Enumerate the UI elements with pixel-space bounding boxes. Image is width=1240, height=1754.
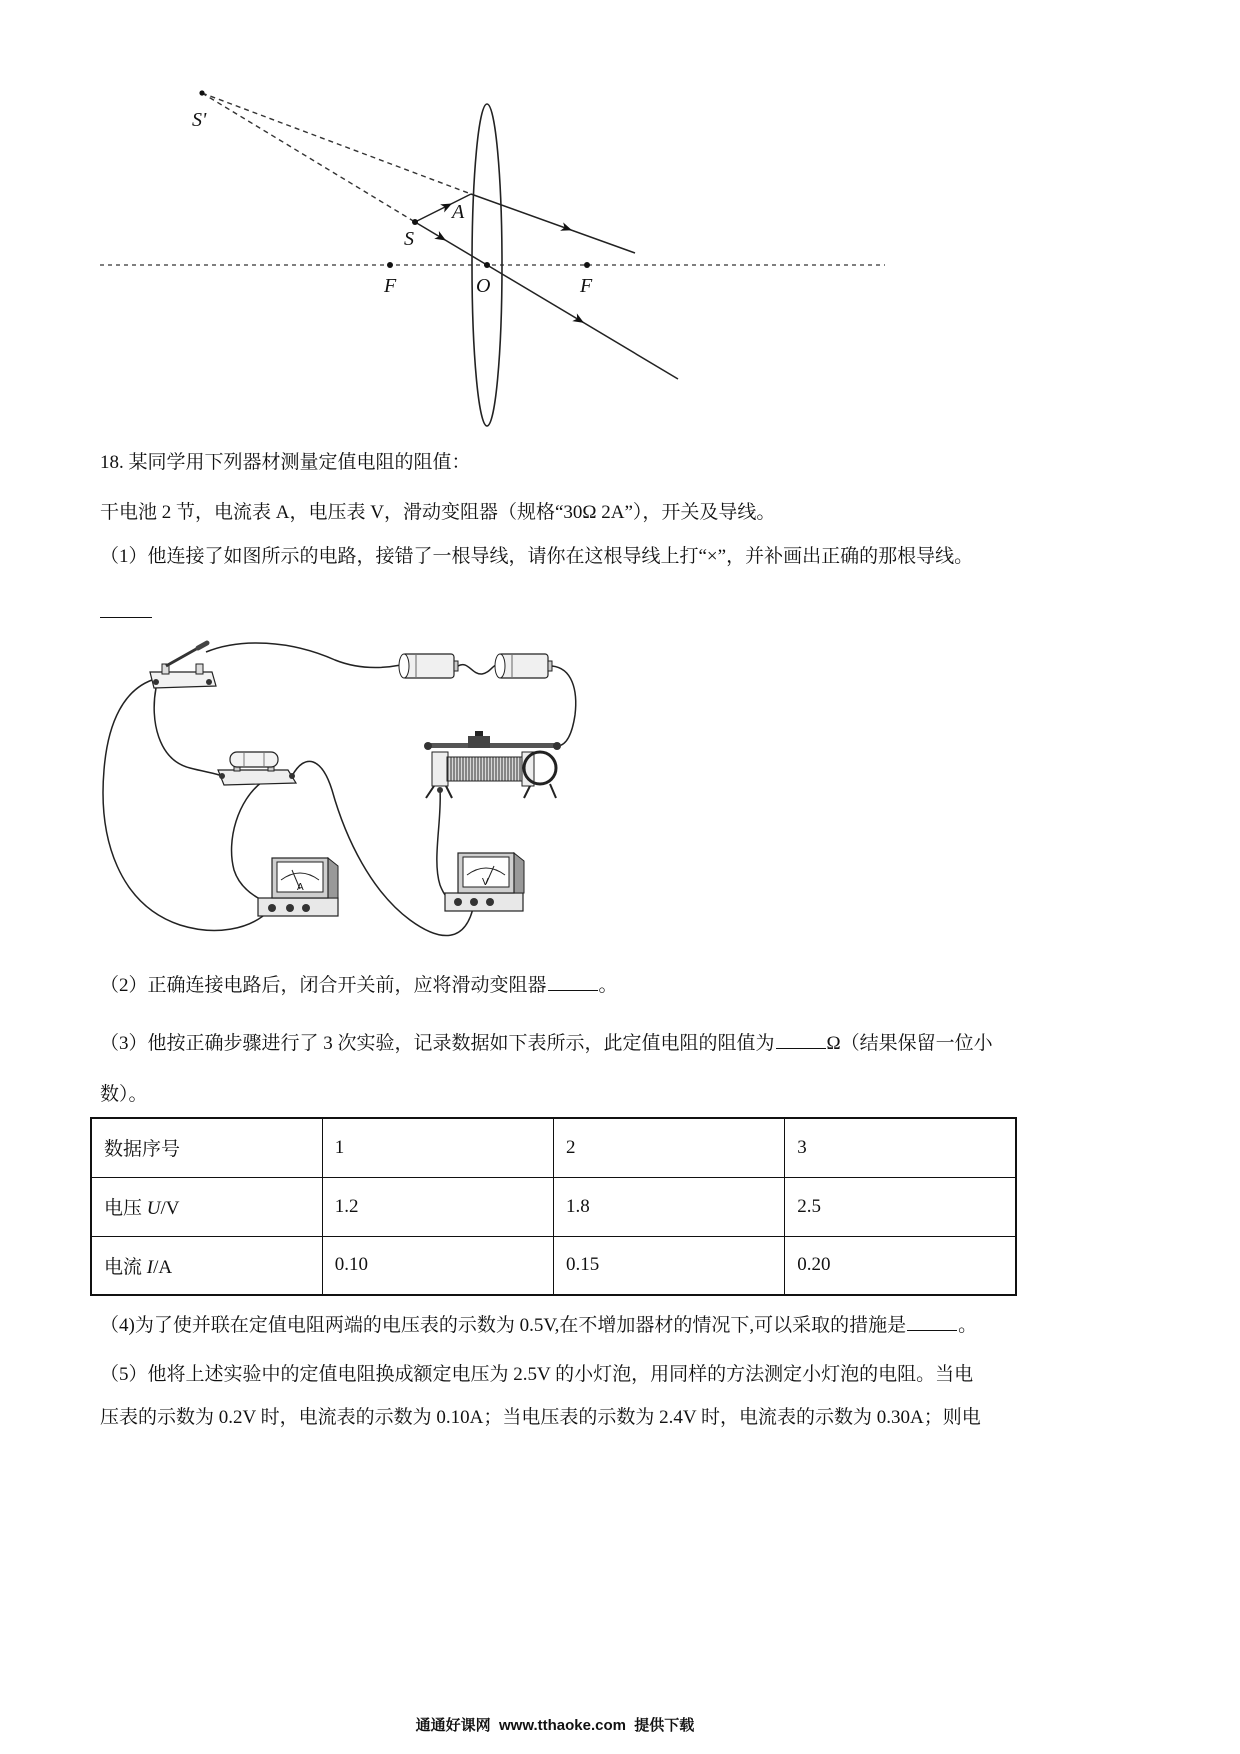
question-part1: （1）他连接了如图所示的电路，接错了一根导线，请你在这根导线上打“×”，并补画出正确的那根导线。 bbox=[100, 546, 974, 567]
voltage-name: 电压 bbox=[104, 1198, 147, 1219]
battery-1-body bbox=[402, 654, 454, 678]
table-cell-current-label bbox=[91, 1236, 322, 1295]
focal-point-left bbox=[387, 262, 393, 268]
answer-blank-part4 bbox=[907, 1313, 957, 1331]
ammeter-label: A bbox=[297, 882, 304, 893]
rheostat-slider-knob bbox=[475, 731, 483, 736]
current-symbol: I bbox=[146, 1256, 154, 1278]
label-s-prime: S' bbox=[192, 109, 207, 131]
switch-post-right bbox=[196, 664, 203, 674]
part4-text-after: 。 bbox=[958, 1315, 978, 1336]
battery-2-cap bbox=[495, 654, 505, 678]
label-o: O bbox=[476, 275, 491, 297]
resistor-base bbox=[218, 770, 296, 785]
question-materials: 干电池 2 节，电流表 A，电压表 V，滑动变阻器（规格“30Ω 2A”），开关及导线。 bbox=[100, 502, 776, 523]
part3-text-after: Ω（结果保留一位小 bbox=[826, 1033, 993, 1054]
wire-battery-to-rheostat bbox=[552, 666, 576, 746]
table-cell: 2 bbox=[554, 1118, 785, 1177]
wire-battery-to-battery bbox=[458, 665, 498, 674]
table-cell: 2.5 bbox=[785, 1177, 1016, 1236]
rheostat-coil bbox=[447, 757, 523, 781]
voltmeter-terminal bbox=[470, 898, 478, 906]
ammeter-terminal bbox=[268, 904, 276, 912]
voltmeter-side bbox=[514, 853, 524, 893]
wire-switch-to-battery bbox=[206, 643, 401, 667]
arrowhead-center-ray-far bbox=[572, 313, 586, 326]
question-part3-continued: 数）。 bbox=[100, 1084, 148, 1105]
battery-2 bbox=[495, 654, 552, 678]
wire-rheostat-to-voltmeter bbox=[437, 790, 458, 902]
ray-through-optical-center bbox=[415, 222, 678, 379]
answer-blank-part3 bbox=[776, 1031, 826, 1049]
current-name: 电流 bbox=[104, 1256, 147, 1278]
part3-text-before: （3）他按正确步骤进行了 3 次实验，记录数据如下表所示，此定值电阻的阻值为 bbox=[100, 1033, 775, 1054]
object-point-s bbox=[412, 219, 418, 225]
rheostat-terminal-top-right bbox=[553, 742, 561, 750]
table-row-header bbox=[91, 1118, 1016, 1177]
data-table bbox=[90, 1117, 1017, 1296]
rheostat-foot bbox=[446, 786, 452, 798]
question-part5-line1: （5）他将上述实验中的定值电阻换成额定电压为 2.5V 的小灯泡，用同样的方法测定小灯泡的电阻。当电 bbox=[100, 1364, 974, 1385]
lens-ray-diagram bbox=[0, 0, 1240, 440]
refracted-ray-upper bbox=[471, 194, 635, 253]
knife-switch bbox=[150, 643, 216, 688]
image-point-s-prime bbox=[199, 90, 204, 95]
rheostat-foot bbox=[550, 784, 556, 798]
rheostat-left-mount bbox=[432, 752, 448, 786]
voltmeter-terminal bbox=[486, 898, 494, 906]
rheostat-slider bbox=[468, 736, 490, 748]
battery-1-terminal bbox=[454, 661, 458, 671]
fixed-resistor bbox=[218, 752, 296, 785]
focal-point-right bbox=[584, 262, 590, 268]
label-f-left: F bbox=[384, 275, 397, 297]
ammeter-terminal bbox=[302, 904, 310, 912]
answer-blank-part1 bbox=[100, 617, 152, 618]
rheostat-foot bbox=[426, 786, 434, 798]
rheostat-rail bbox=[425, 743, 560, 748]
switch-terminal-right bbox=[206, 679, 212, 685]
resistor-terminal-left bbox=[219, 773, 225, 779]
voltmeter bbox=[445, 853, 524, 911]
resistor-terminal-right bbox=[289, 773, 295, 779]
virtual-ray-extension-lower bbox=[202, 93, 415, 222]
question-part3 bbox=[100, 1031, 993, 1056]
switch-base bbox=[150, 672, 216, 688]
part2-text-before: （2）正确连接电路后，闭合开关前，应将滑动变阻器 bbox=[100, 975, 547, 996]
table-cell: 3 bbox=[785, 1118, 1016, 1177]
resistor-body bbox=[230, 752, 278, 767]
circuit-diagram bbox=[0, 630, 620, 960]
question-part4 bbox=[100, 1313, 977, 1338]
optical-center bbox=[484, 262, 490, 268]
rheostat-foot bbox=[524, 786, 530, 798]
table-cell: 1.2 bbox=[322, 1177, 553, 1236]
switch-handle bbox=[198, 643, 207, 648]
label-a: A bbox=[452, 201, 465, 223]
part4-text-before: （4)为了使并联在定值电阻两端的电压表的示数为 0.5V,在不增加器材的情况下,可以采取的措施是 bbox=[100, 1315, 907, 1336]
rheostat-terminal-bottom-left bbox=[437, 787, 443, 793]
table-cell: 1.8 bbox=[554, 1177, 785, 1236]
current-unit: /A bbox=[153, 1256, 173, 1278]
virtual-ray-extension-upper bbox=[202, 93, 471, 194]
ammeter-terminal bbox=[286, 904, 294, 912]
wire-switch-to-ammeter-loop bbox=[103, 680, 270, 930]
switch-blade bbox=[166, 648, 198, 666]
table-cell: 0.20 bbox=[785, 1236, 1016, 1295]
table-cell: 0.15 bbox=[554, 1236, 785, 1295]
question-title: 18. 某同学用下列器材测量定值电阻的阻值： bbox=[100, 452, 471, 473]
voltmeter-terminal bbox=[454, 898, 462, 906]
voltage-symbol: U bbox=[146, 1198, 161, 1219]
label-f-right: F bbox=[580, 275, 593, 297]
table-row-current bbox=[91, 1236, 1016, 1295]
arrowhead-refracted-upper bbox=[560, 222, 573, 234]
part2-text-after: 。 bbox=[598, 975, 618, 996]
voltmeter-label: V bbox=[482, 877, 489, 888]
label-s: S bbox=[404, 228, 414, 250]
ammeter-side bbox=[328, 858, 338, 898]
question-part5-line2: 压表的示数为 0.2V 时，电流表的示数为 0.10A；当电压表的示数为 2.4V 时，电流表的示数为 0.30A；则电 bbox=[100, 1407, 981, 1428]
battery-1-cap bbox=[399, 654, 409, 678]
answer-blank-part2 bbox=[548, 973, 598, 991]
ammeter bbox=[258, 858, 338, 916]
table-cell-voltage-label bbox=[91, 1177, 322, 1236]
table-cell: 数据序号 bbox=[91, 1118, 322, 1177]
table-cell: 1 bbox=[322, 1118, 553, 1177]
question-part2 bbox=[100, 973, 618, 998]
voltage-unit: /V bbox=[160, 1198, 180, 1219]
rheostat-terminal-top-left bbox=[424, 742, 432, 750]
page-footer: 通通好课网 www.tthaoke.com 提供下载 bbox=[415, 1717, 695, 1734]
arrowhead-center-ray-near bbox=[434, 231, 448, 244]
wire-switch-to-resistor bbox=[154, 688, 222, 776]
battery-1 bbox=[399, 654, 458, 678]
slide-rheostat bbox=[424, 731, 561, 798]
table-row-voltage bbox=[91, 1177, 1016, 1236]
table-cell: 0.10 bbox=[322, 1236, 553, 1295]
battery-2-terminal bbox=[548, 661, 552, 671]
switch-terminal-left bbox=[153, 679, 159, 685]
